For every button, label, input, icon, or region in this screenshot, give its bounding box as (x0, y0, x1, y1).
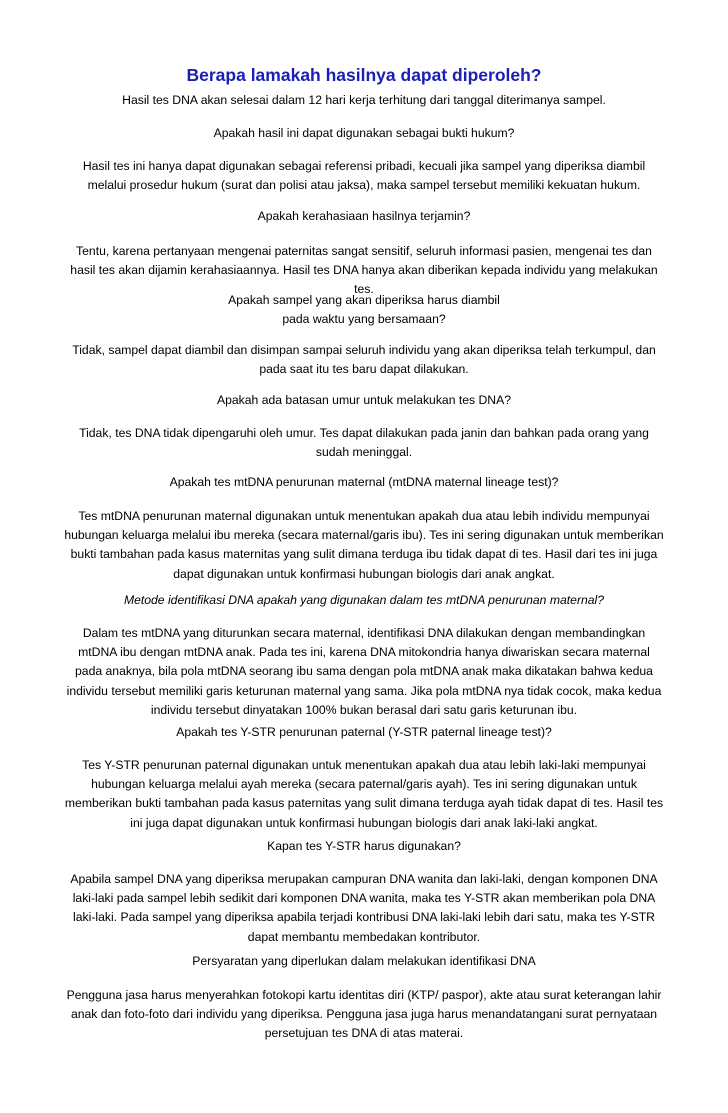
answer-processing-time: Hasil tes DNA akan selesai dalam 12 hari kerja terhitung dari tanggal diterimanya sampel. (122, 93, 606, 107)
answer-sample-timing: Tidak, sampel dapat diambil dan disimpan sampai seluruh individu yang akan diperiksa telah terkumpul, dan pada saat itu tes baru dapat dilakukan. (72, 343, 656, 377)
question-mtdna-test: Apakah tes mtDNA penurunan maternal (mtDNA maternal lineage test)? (169, 475, 559, 489)
question-ystr-test: Apakah tes Y-STR penurunan paternal (Y-STR paternal lineage test)? (176, 725, 552, 739)
answer-ystr-usage: Apabila sampel DNA yang diperiksa merupakan campuran DNA wanita dan laki-laki, dengan komponen DNA laki-laki pada sampel lebih sedikit dari komponen DNA wanita, maka tes Y-STR akan memberikan pola DNA laki-laki. Pada sampel yang diperiksa apabila terjadi kontribusi DNA laki-laki lebih dari satu, maka tes Y-STR dapat membantu membedakan kontributor. (70, 872, 658, 944)
answer-confidentiality: Tentu, karena pertanyaan mengenai paternitas sangat sensitif, seluruh informasi pasien, mengenai tes dan hasil tes akan dijamin kerahasiaannya. Hasil tes DNA hanya akan diberikan kepada individu yang melakukan tes. (70, 244, 658, 297)
section-requirements: Persyaratan yang diperlukan dalam melakukan identifikasi DNA (192, 954, 536, 968)
answer-age-limit: Tidak, tes DNA tidak dipengaruhi oleh umur. Tes dapat dilakukan pada janin dan bahkan pada orang yang sudah meninggal. (79, 426, 649, 460)
question-legal-evidence: Apakah hasil ini dapat digunakan sebagai bukti hukum? (213, 126, 515, 140)
question-mtdna-method: Metode identifikasi DNA apakah yang digunakan dalam tes mtDNA penurunan maternal? (123, 593, 605, 607)
answer-ystr-test: Tes Y-STR penurunan paternal digunakan untuk menentukan apakah dua atau lebih laki-laki mempunyai hubungan keluarga melalui ayah mereka (secara paternal/garis ayah). Tes ini sering digunakan untuk memberikan bukti tambahan pada kasus paternitas yang sulit dimana terduga ayah tidak dapat di tes. Hasil tes ini juga dapat digunakan untuk konfirmasi hubungan biologis dari anak laki-laki angkat. (64, 758, 664, 830)
answer-mtdna-test: Tes mtDNA penurunan maternal digunakan untuk menentukan apakah dua atau lebih individu mempunyai hubungan keluarga melalui ibu mereka (secara maternal/garis ibu). Tes ini sering digunakan untuk memberikan bukti tambahan pada kasus maternitas yang sulit dimana terduga ibu tidak dapat di tes. Hasil dari tes ini juga dapat digunakan untuk konfirmasi hubungan biologis dari anak angkat. (64, 509, 664, 581)
question-confidentiality: Apakah kerahasiaan hasilnya terjamin? (257, 209, 471, 223)
answer-mtdna-method: Dalam tes mtDNA yang diturunkan secara maternal, identifikasi DNA dilakukan dengan membandingkan mtDNA ibu dengan mtDNA anak. Pada tes ini, karena DNA mitokondria hanya diwariskan secara maternal pada anaknya, bila pola mtDNA seorang ibu sama dengan pola mtDNA anak maka dikatakan bahwa kedua individu tersebut memiliki garis keturunan maternal yang sama. Jika pola mtDNA nya tidak cocok, maka kedua individu tersebut dinyatakan 100% bukan berasal dari satu garis keturunan ibu. (66, 626, 662, 717)
question-sample-timing: Apakah sampel yang akan diperiksa harus diambil pada waktu yang bersamaan? (228, 293, 500, 327)
page-title: Berapa lamakah hasilnya dapat diperoleh? (186, 64, 542, 85)
question-age-limit: Apakah ada batasan umur untuk melakukan tes DNA? (216, 393, 512, 407)
answer-requirements: Pengguna jasa harus menyerahkan fotokopi kartu identitas diri (KTP/ paspor), akte atau surat keterangan lahir anak dan foto-foto dari individu yang diperiksa. Pengguna jasa juga harus menandatangani surat pernyataan persetujuan tes DNA di atas materai. (66, 988, 662, 1041)
answer-legal-evidence: Hasil tes ini hanya dapat digunakan sebagai referensi pribadi, kecuali jika sampel yang diperiksa diambil melalui prosedur hukum (surat dan polisi atau jaksa), maka sampel tersebut memiliki kekuatan hukum. (82, 159, 646, 193)
question-ystr-usage: Kapan tes Y-STR harus digunakan? (267, 839, 461, 853)
